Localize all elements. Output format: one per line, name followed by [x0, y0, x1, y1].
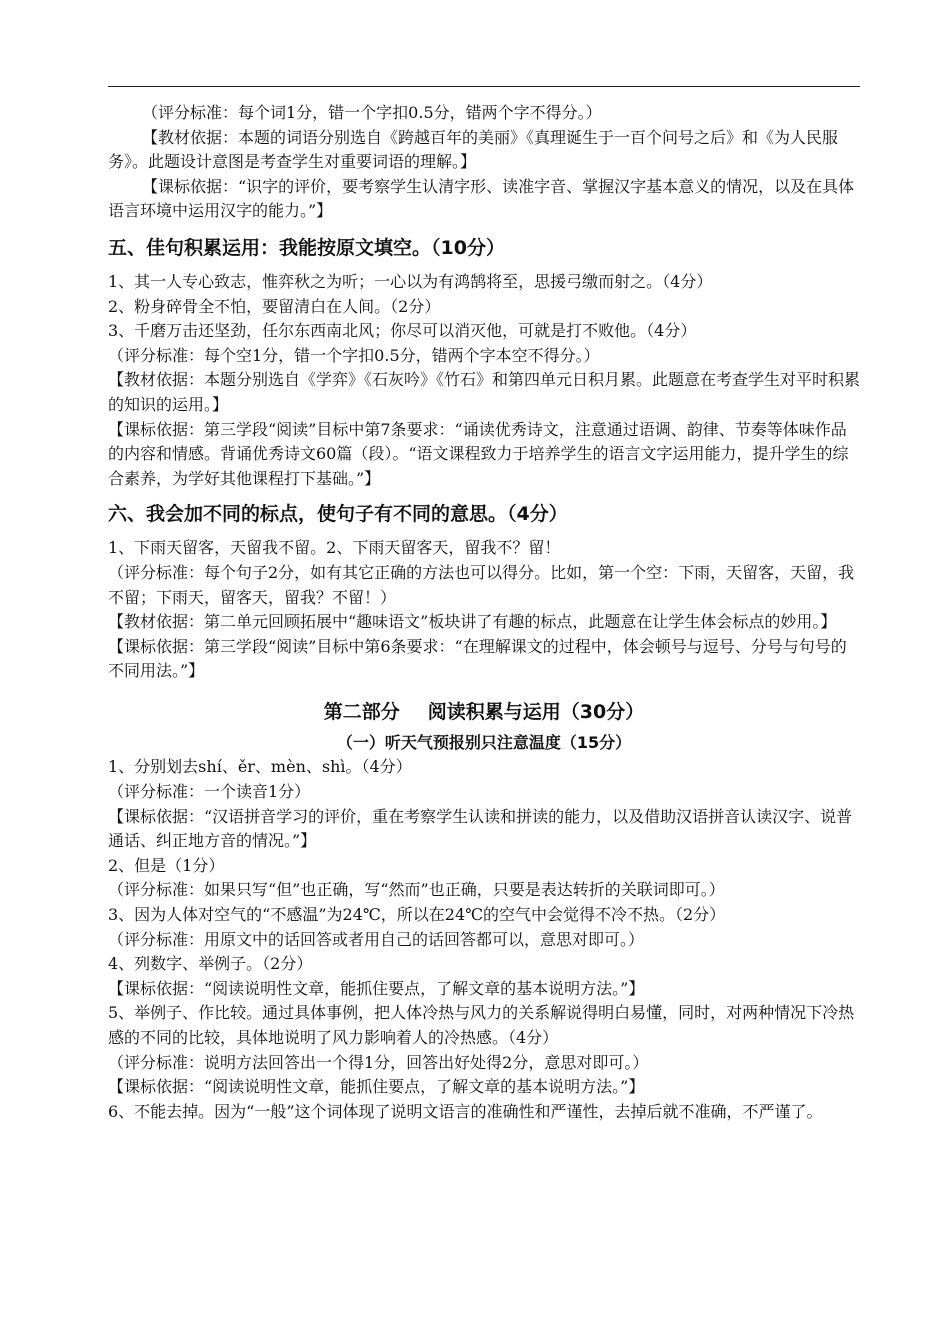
answer-line: 1、分别划去shí、ěr、mèn、shì。（4分）: [108, 757, 412, 777]
section-six-heading: 六、我会加不同的标点，使句子有不同的意思。（4分）: [108, 503, 568, 526]
part-two-heading: [108, 699, 860, 725]
scoring-standard-line: （评分标准：每个句子2分，如有其它正确的方法也可以得分。比如，第一个空：下雨，天留客，天留，我不留；下雨天，留客天，留我？不留！）: [108, 562, 855, 607]
curriculum-basis-line: 【课标依据：“阅读说明性文章，能抓住要点，了解文章的基本说明方法。”】: [108, 1077, 645, 1097]
document-page: [108, 86, 860, 1124]
answer-line: 5、举例子、作比较。通过具体事例，把人体冷热与风力的关系解说得明白易懂，同时，对两种情况下冷热感的不同的比较，具体地说明了风力影响着人的冷热感。（4分）: [108, 1003, 855, 1047]
scoring-standard-line: （评分标准：如果只写“但”也正确，写“然而”也正确，只要是表达转折的关联词即可。）: [108, 880, 725, 900]
answer-line: 2、粉身碎骨全不怕，要留清白在人间。（2分）: [108, 296, 441, 316]
curriculum-basis-line: 【课标依据：“汉语拼音学习的评价，重在考察学生认读和拼读的能力，以及借助汉语拼音认读汉字、说普通话、纠正地方音的情况。”】: [108, 806, 853, 851]
scoring-standard-line: （评分标准：用原文中的话回答或者用自己的话回答都可以，意思对即可。）: [108, 929, 645, 949]
header-rule: [108, 86, 860, 87]
part-two-label: 第二部分: [323, 700, 400, 723]
curriculum-basis-line: 【课标依据：“阅读说明性文章，能抓住要点，了解文章的基本说明方法。”】: [108, 978, 645, 998]
part-two-title: 阅读积累与运用（30分）: [427, 700, 645, 723]
scoring-standard-line: （评分标准：说明方法回答出一个得1分，回答出好处得2分，意思对即可。）: [108, 1052, 649, 1072]
answer-line: 3、千磨万击还坚劲，任尔东西南北风；你尽可以消灭他，可就是打不败他。（4分）: [108, 321, 697, 341]
answer-line: 3、因为人体对空气的“不感温”为24℃，所以在24℃的空气中会觉得不冷不热。（2分）: [108, 905, 726, 925]
scoring-standard-line: （评分标准：每个词1分，错一个字扣0.5分，错两个字不得分。）: [142, 103, 602, 122]
curriculum-basis-line: 【课标依据：第三学段“阅读”目标中第7条要求：“诵读优秀诗文，注意通过语调、韵律、节奏等体味作品的内容和情感。背诵优秀诗文60篇（段）。“语文课程致力于培养学生的语言文字运用能力，提升学生的综合素养，为学好其他课程打下基础。”】: [108, 419, 849, 488]
curriculum-basis-line: 【课标依据：“识字的评价，要考察学生认清字形、读准字音、掌握汉字基本意义的情况，以及在具体语言环境中运用汉字的能力。”】: [108, 176, 855, 221]
answer-line: 4、列数字、举例子。（2分）: [108, 954, 313, 974]
scoring-standard-line: （评分标准：一个读音1分）: [108, 782, 311, 802]
answer-line: 6、不能去掉。因为“一般”这个词体现了说明文语言的准确性和严谨性，去掉后就不准确，不严谨了。: [108, 1101, 823, 1121]
textbook-basis-line: 【教材依据：本题的词语分别选自《跨越百年的美丽》《真理诞生于一百个问号之后》和《为人民服务》。此题设计意图是考查学生对重要词语的理解。】: [108, 127, 839, 172]
textbook-basis-line: 【教材依据：第二单元回顾拓展中“趣味语文”板块讲了有趣的标点，此题意在让学生体会标点的妙用。】: [108, 612, 837, 632]
answer-line: 1、其一人专心致志，惟弈秋之为听；一心以为有鸿鹄将至，思援弓缴而射之。（4分）: [108, 271, 713, 291]
textbook-basis-line: 【教材依据：本题分别选自《学弈》《石灰吟》《竹石》和第四单元日积月累。此题意在考查学生对平时积累的知识的运用。】: [108, 370, 861, 414]
answer-line: 1、下雨天留客，天留我不留。2、下雨天留客天，留我不？留！: [108, 538, 561, 558]
answer-line: 2、但是（1分）: [108, 855, 225, 875]
reading-passage-heading: （一）听天气预报别只注意温度（15分）: [336, 732, 632, 752]
curriculum-basis-line: 【课标依据：第三学段“阅读”目标中第6条要求：“在理解课文的过程中，体会顿号与逗号、分号与句号的不同用法。”】: [108, 636, 847, 681]
section-five-heading: 五、佳句积累运用：我能按原文填空。（10分）: [108, 236, 505, 259]
scoring-standard-line: （评分标准：每个空1分，错一个字扣0.5分，错两个字本空不得分。）: [108, 345, 600, 365]
